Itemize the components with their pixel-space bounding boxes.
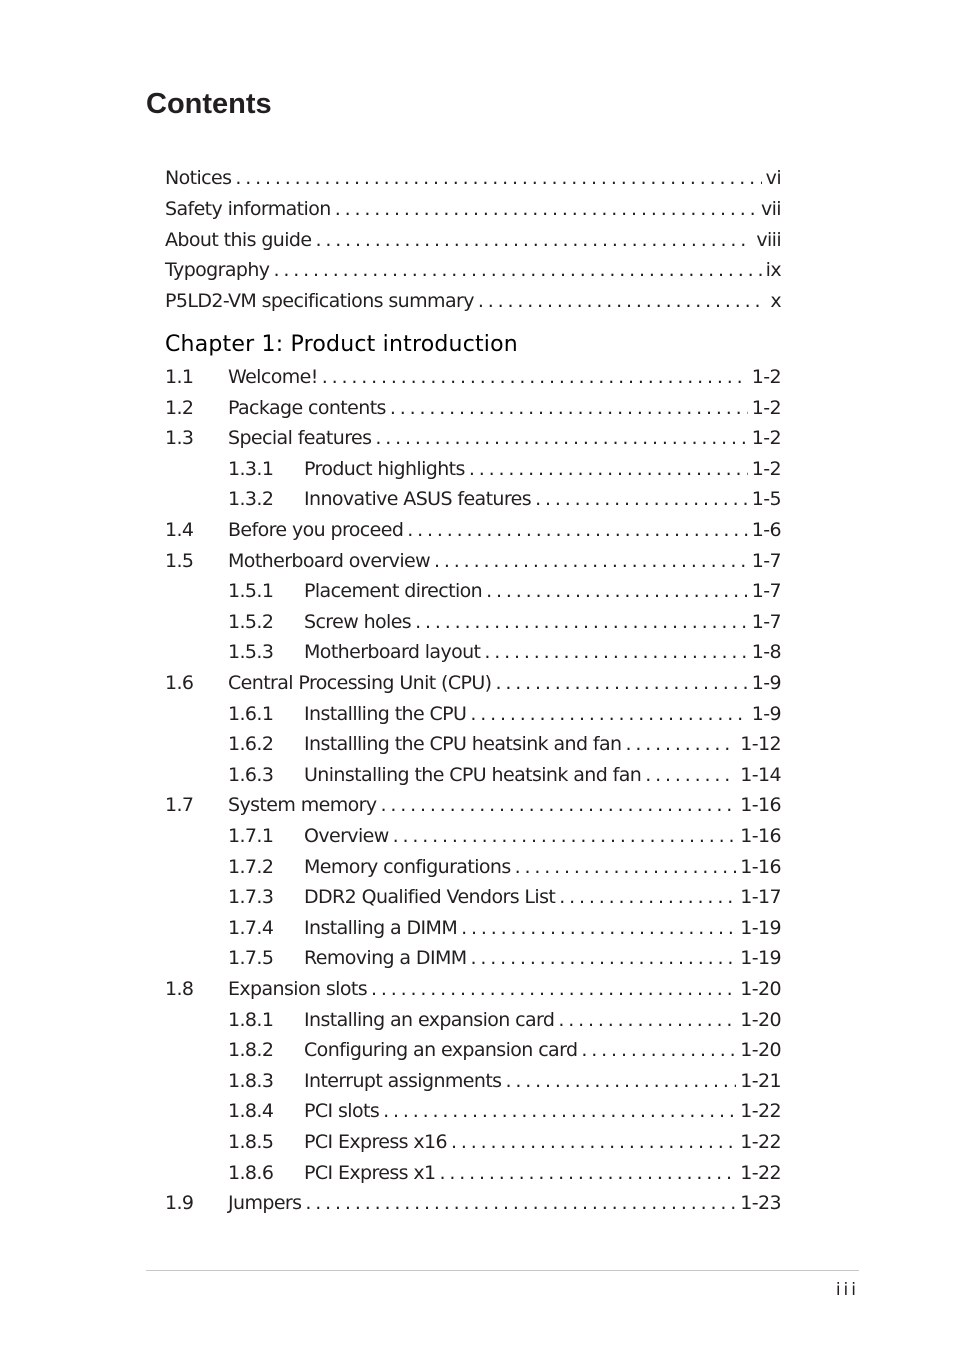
dot-leader bbox=[375, 426, 747, 450]
toc-label: Installing an expansion card bbox=[304, 1008, 555, 1031]
toc-label: P5LD2-VM specifications summary bbox=[165, 290, 474, 313]
toc-page-number: 1-9 bbox=[751, 672, 781, 694]
toc-number: 1.8.3 bbox=[228, 1069, 274, 1092]
toc-page-number: 1-22 bbox=[740, 1161, 781, 1184]
toc-page-number: 1-7 bbox=[751, 549, 781, 572]
dot-leader bbox=[470, 702, 747, 726]
toc-label: Configuring an expansion card bbox=[304, 1039, 578, 1062]
dot-leader bbox=[486, 579, 748, 603]
toc-number: 1.7.4 bbox=[228, 916, 274, 939]
toc-section-entry[interactable] bbox=[165, 396, 781, 420]
toc-label: DDR2 Qualified Vendors List bbox=[304, 886, 556, 909]
toc-number: 1.7.3 bbox=[228, 886, 274, 909]
toc-page-number: 1-9 bbox=[751, 702, 781, 725]
toc-subsection-entry[interactable] bbox=[228, 1099, 781, 1123]
toc-label: Expansion slots bbox=[228, 978, 368, 1000]
toc-label: Overview bbox=[304, 825, 389, 847]
toc-page-number: 1-5 bbox=[751, 488, 781, 511]
toc-section-entry[interactable] bbox=[165, 977, 781, 1001]
toc-page-number: 1-16 bbox=[740, 794, 781, 817]
toc-label: Removing a DIMM bbox=[304, 947, 467, 970]
dot-leader bbox=[535, 487, 748, 511]
toc-label: Installing a DIMM bbox=[304, 916, 458, 939]
toc-subsection-entry[interactable] bbox=[228, 763, 781, 787]
toc-page-number: viii bbox=[756, 228, 781, 251]
toc-number: 1.4 bbox=[165, 519, 194, 541]
toc-page-number: 1-2 bbox=[751, 366, 781, 388]
front-matter-entry[interactable] bbox=[165, 197, 781, 221]
toc-section-entry[interactable] bbox=[165, 1191, 781, 1215]
toc-label: Interrupt assignments bbox=[304, 1069, 502, 1092]
front-matter-entry[interactable] bbox=[165, 258, 781, 282]
toc-number: 1.8.2 bbox=[228, 1039, 274, 1062]
toc-number: 1.5.1 bbox=[228, 580, 274, 603]
toc-label: Typography bbox=[165, 259, 270, 282]
chapter-heading: Chapter 1: Product introduction bbox=[165, 332, 518, 357]
toc-number: 1.3.2 bbox=[228, 488, 274, 511]
toc-page-number: 1-17 bbox=[740, 886, 781, 909]
dot-leader bbox=[496, 671, 748, 695]
toc-number: 1.6.2 bbox=[228, 733, 274, 756]
toc-subsection-entry[interactable] bbox=[228, 885, 781, 909]
dot-leader bbox=[273, 258, 761, 282]
toc-page-number: 1-22 bbox=[740, 1100, 781, 1123]
toc-label: Special features bbox=[228, 427, 372, 450]
toc-subsection-entry[interactable] bbox=[228, 855, 781, 879]
dot-leader bbox=[515, 855, 737, 879]
toc-page-number: ix bbox=[765, 259, 781, 282]
toc-page-number: 1-19 bbox=[740, 916, 781, 939]
toc-page-number: 1-8 bbox=[751, 641, 781, 664]
toc-number: 1.7.1 bbox=[228, 825, 274, 847]
toc-number: 1.8.4 bbox=[228, 1100, 274, 1123]
toc-page-number: 1-20 bbox=[740, 1039, 781, 1062]
toc-page-number: 1-12 bbox=[740, 733, 781, 756]
toc-label: Screw holes bbox=[304, 610, 412, 633]
dot-leader bbox=[559, 885, 736, 909]
toc-label: Installling the CPU heatsink and fan bbox=[304, 733, 622, 756]
dot-leader bbox=[322, 365, 748, 389]
toc-number: 1.3.1 bbox=[228, 457, 274, 480]
toc-label: Before you proceed bbox=[228, 519, 404, 541]
dot-leader bbox=[235, 166, 761, 190]
toc-section-entry[interactable] bbox=[165, 793, 781, 817]
toc-number: 1.6 bbox=[165, 672, 194, 694]
toc-label: Memory configurations bbox=[304, 855, 511, 878]
toc-section-entry[interactable] bbox=[165, 426, 781, 450]
dot-leader bbox=[383, 1099, 736, 1123]
toc-section-entry[interactable] bbox=[165, 518, 781, 542]
toc-page-number: 1-6 bbox=[751, 519, 781, 541]
toc-number: 1.6.3 bbox=[228, 763, 274, 786]
dot-leader bbox=[558, 1008, 736, 1032]
toc-number: 1.8.5 bbox=[228, 1131, 274, 1153]
toc-page-number: vii bbox=[760, 197, 781, 220]
dot-leader bbox=[415, 610, 748, 634]
toc-page-number: 1-22 bbox=[740, 1131, 781, 1153]
dot-leader bbox=[434, 549, 748, 573]
dot-leader bbox=[581, 1038, 736, 1062]
toc-label: PCI Express x1 bbox=[304, 1161, 436, 1184]
dot-leader bbox=[625, 732, 736, 756]
toc-page-number: 1-14 bbox=[740, 763, 781, 786]
toc-label: Product highlights bbox=[304, 457, 465, 480]
toc-number: 1.9 bbox=[165, 1192, 194, 1215]
toc-number: 1.3 bbox=[165, 427, 194, 450]
toc-number: 1.5.3 bbox=[228, 641, 274, 664]
toc-page-number: 1-21 bbox=[740, 1069, 781, 1092]
toc-number: 1.5 bbox=[165, 549, 194, 572]
dot-leader bbox=[335, 197, 757, 221]
dot-leader bbox=[305, 1191, 736, 1215]
toc-subsection-entry[interactable] bbox=[228, 640, 781, 664]
dot-leader bbox=[380, 793, 736, 817]
toc-subsection-entry[interactable] bbox=[228, 702, 781, 726]
toc-label: Package contents bbox=[228, 396, 386, 419]
toc-page-number: vi bbox=[765, 167, 781, 189]
front-matter-entry[interactable] bbox=[165, 166, 781, 190]
dot-leader bbox=[390, 396, 748, 420]
toc-subsection-entry[interactable] bbox=[228, 1008, 781, 1032]
toc-section-entry[interactable] bbox=[165, 365, 781, 389]
toc-subsection-entry[interactable] bbox=[228, 946, 781, 970]
page-title: Contents bbox=[146, 88, 272, 120]
toc-page-number: 1-2 bbox=[751, 457, 781, 480]
toc-subsection-entry[interactable] bbox=[228, 732, 781, 756]
toc-page-number: 1-7 bbox=[751, 610, 781, 633]
toc-subsection-entry[interactable] bbox=[228, 487, 781, 511]
toc-subsection-entry[interactable] bbox=[228, 610, 781, 634]
toc-number: 1.8.6 bbox=[228, 1161, 274, 1184]
toc-number: 1.7 bbox=[165, 794, 194, 817]
toc-page-number: 1-20 bbox=[740, 1008, 781, 1031]
dot-leader bbox=[471, 946, 737, 970]
dot-leader bbox=[315, 228, 752, 252]
toc-number: 1.1 bbox=[165, 366, 194, 388]
toc-label: Innovative ASUS features bbox=[304, 488, 532, 511]
toc-label: PCI Express x16 bbox=[304, 1131, 448, 1153]
toc-number: 1.7.5 bbox=[228, 947, 274, 970]
toc-subsection-entry[interactable] bbox=[228, 1069, 781, 1093]
toc-subsection-entry[interactable] bbox=[228, 1130, 781, 1154]
toc-label: Placement direction bbox=[304, 580, 483, 603]
toc-label: Motherboard overview bbox=[228, 549, 431, 572]
toc-section-entry[interactable] bbox=[165, 671, 781, 695]
toc-number: 1.8 bbox=[165, 978, 194, 1000]
dot-leader bbox=[407, 518, 747, 542]
dot-leader bbox=[645, 763, 736, 787]
toc-label: Notices bbox=[165, 167, 232, 189]
toc-page-number: 1-7 bbox=[751, 580, 781, 603]
dot-leader bbox=[469, 457, 748, 481]
toc-subsection-entry[interactable] bbox=[228, 916, 781, 940]
toc-number: 1.7.2 bbox=[228, 855, 274, 878]
toc-label: Motherboard layout bbox=[304, 641, 481, 664]
dot-leader bbox=[371, 977, 736, 1001]
toc-label: Safety information bbox=[165, 197, 331, 220]
toc-section-entry[interactable] bbox=[165, 549, 781, 573]
toc-label: Central Processing Unit (CPU) bbox=[228, 672, 492, 694]
footer-divider bbox=[146, 1270, 859, 1271]
page-number: iii bbox=[835, 1280, 859, 1300]
toc-number: 1.6.1 bbox=[228, 702, 274, 725]
toc-number: 1.8.1 bbox=[228, 1008, 274, 1031]
dot-leader bbox=[440, 1161, 737, 1185]
toc-subsection-entry[interactable] bbox=[228, 824, 781, 848]
toc-label: Installling the CPU bbox=[304, 702, 467, 725]
toc-page-number: 1-16 bbox=[740, 825, 781, 847]
toc-label: Jumpers bbox=[228, 1192, 302, 1215]
toc-label: Uninstalling the CPU heatsink and fan bbox=[304, 763, 642, 786]
toc-page-number: 1-19 bbox=[740, 947, 781, 970]
dot-leader bbox=[505, 1069, 736, 1093]
toc-label: System memory bbox=[228, 794, 377, 817]
dot-leader bbox=[478, 289, 766, 313]
toc-page-number: 1-2 bbox=[751, 396, 781, 419]
dot-leader bbox=[451, 1130, 736, 1154]
dot-leader bbox=[393, 824, 737, 848]
toc-page-number: x bbox=[770, 290, 781, 313]
toc-page-number: 1-16 bbox=[740, 855, 781, 878]
toc-page-number: 1-20 bbox=[740, 978, 781, 1000]
toc-number: 1.5.2 bbox=[228, 610, 274, 633]
toc-number: 1.2 bbox=[165, 396, 194, 419]
toc-page-number: 1-23 bbox=[740, 1192, 781, 1215]
toc-label: About this guide bbox=[165, 228, 312, 251]
toc-subsection-entry[interactable] bbox=[228, 1038, 781, 1062]
toc-page-number: 1-2 bbox=[751, 427, 781, 450]
toc-subsection-entry[interactable] bbox=[228, 457, 781, 481]
dot-leader bbox=[484, 640, 747, 664]
toc-label: Welcome! bbox=[228, 366, 318, 388]
toc-subsection-entry[interactable] bbox=[228, 579, 781, 603]
front-matter-entry[interactable] bbox=[165, 289, 781, 313]
toc-label: PCI slots bbox=[304, 1100, 380, 1123]
dot-leader bbox=[461, 916, 736, 940]
front-matter-entry[interactable] bbox=[165, 228, 781, 252]
toc-subsection-entry[interactable] bbox=[228, 1161, 781, 1185]
